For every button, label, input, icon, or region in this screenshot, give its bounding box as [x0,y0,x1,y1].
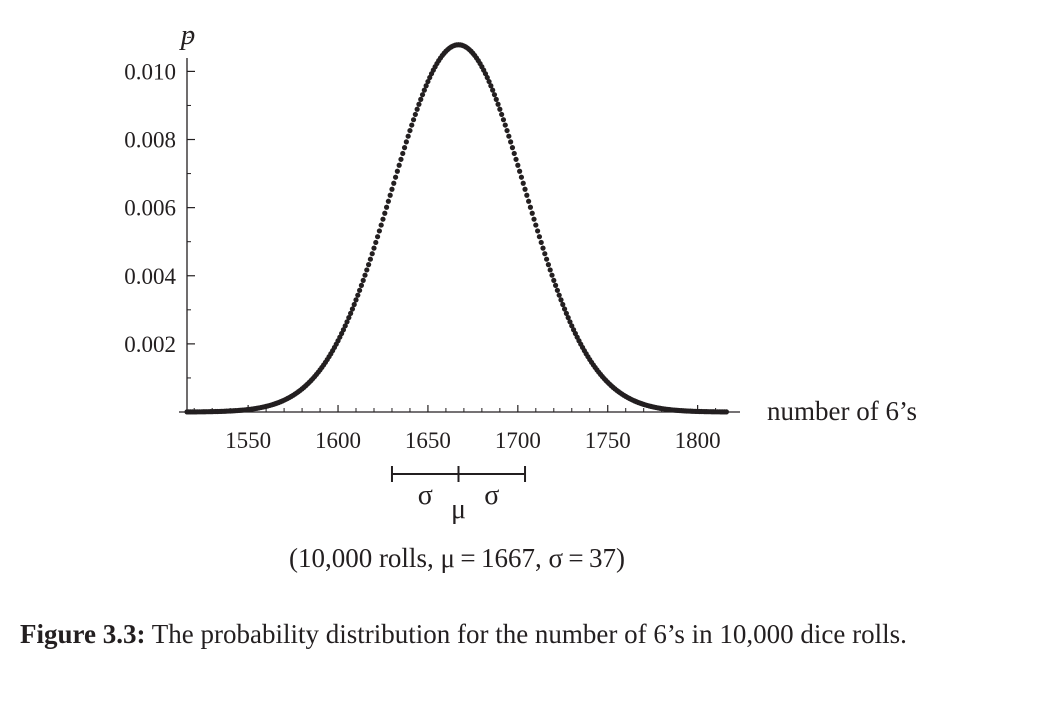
data-point [404,139,409,144]
data-point [398,157,403,162]
y-axis-ticks [124,37,195,378]
rolls-annotation: (10,000 rolls, μ = 1667, σ = 37) [288,543,626,573]
data-point [558,297,563,302]
data-point [531,217,536,222]
data-point [368,257,373,262]
data-point [537,234,542,239]
data-point [494,97,499,102]
data-point [377,228,382,233]
mu-label: μ [450,494,467,525]
data-point [391,181,396,186]
x-tick-label: 1600 [315,428,362,453]
data-point [400,151,405,156]
data-point [361,278,366,283]
data-point [492,92,497,97]
data-point [415,107,420,112]
data-point [384,205,389,210]
data-point [355,293,360,298]
data-point [364,267,369,272]
x-axis-label: number of 6’s [767,396,917,426]
data-point [503,122,508,127]
sigma-left-label: σ [417,480,433,511]
data-point [533,222,538,227]
data-point [499,112,504,117]
data-point [350,306,355,311]
x-tick-label: 1800 [674,428,721,453]
data-point [393,175,398,180]
figure-caption-label: Figure 3.3: [20,619,146,649]
data-point [406,134,411,139]
x-axis [179,396,917,453]
data-point [544,257,549,262]
data-point [524,193,529,198]
data-point [540,246,545,251]
data-point [513,157,518,162]
data-point [362,273,367,278]
data-point [548,267,553,272]
data-point [379,222,384,227]
y-tick-label: 0.004 [124,263,176,289]
data-point [553,283,558,288]
data-point [517,169,522,174]
y-tick-label: 0.006 [124,195,176,221]
data-point [389,187,394,192]
data-point [546,262,551,267]
data-point [515,163,520,168]
data-point [522,187,527,192]
data-point [407,128,412,133]
x-tick-label: 1550 [225,428,272,453]
x-tick-label: 1650 [404,428,451,453]
y-tick-label: 0.010 [124,59,176,85]
x-tick-label: 1750 [584,428,631,453]
data-point [386,199,391,204]
data-point [416,102,421,107]
data-point [395,169,400,174]
y-tick-label: 0.008 [124,127,176,153]
data-point [549,273,554,278]
data-point [380,217,385,222]
data-point [413,112,418,117]
data-point [411,117,416,122]
data-point [510,145,515,150]
sigma-bar [392,466,525,525]
data-point [521,181,526,186]
figure-caption [20,615,1032,653]
data-point [530,211,535,216]
data-point [402,145,407,150]
data-point [501,117,506,122]
data-point [542,251,547,256]
data-point [528,205,533,210]
data-point [357,288,362,293]
data-point [382,211,387,216]
data-point [373,240,378,245]
data-point [420,92,425,97]
data-point [497,107,502,112]
data-point [504,128,509,133]
data-point [557,293,562,298]
data-point [519,175,524,180]
data-points [184,42,729,414]
figure-caption-text: The probability distribution for the number of 6’s in 10,000 dice rolls. [151,619,907,649]
data-point [508,139,513,144]
data-point [526,199,531,204]
data-point [535,228,540,233]
data-point [375,234,380,239]
data-point [352,302,357,307]
data-point [353,297,358,302]
data-point [724,409,729,414]
data-point [359,283,364,288]
data-point [506,134,511,139]
data-point [560,302,565,307]
data-point [555,288,560,293]
x-tick-label: 1700 [494,428,541,453]
data-point [409,122,414,127]
y-axis-label: p [180,19,196,51]
data-point [418,97,423,102]
y-axis [124,19,195,412]
data-point [539,240,544,245]
sigma-right-label: σ [484,480,500,511]
data-point [366,262,371,267]
data-point [495,102,500,107]
data-point [512,151,517,156]
data-point [490,88,495,93]
data-point [388,193,393,198]
data-point [370,251,375,256]
data-point [371,246,376,251]
data-point [551,278,556,283]
data-point [397,163,402,168]
y-tick-label: 0.002 [124,331,176,357]
